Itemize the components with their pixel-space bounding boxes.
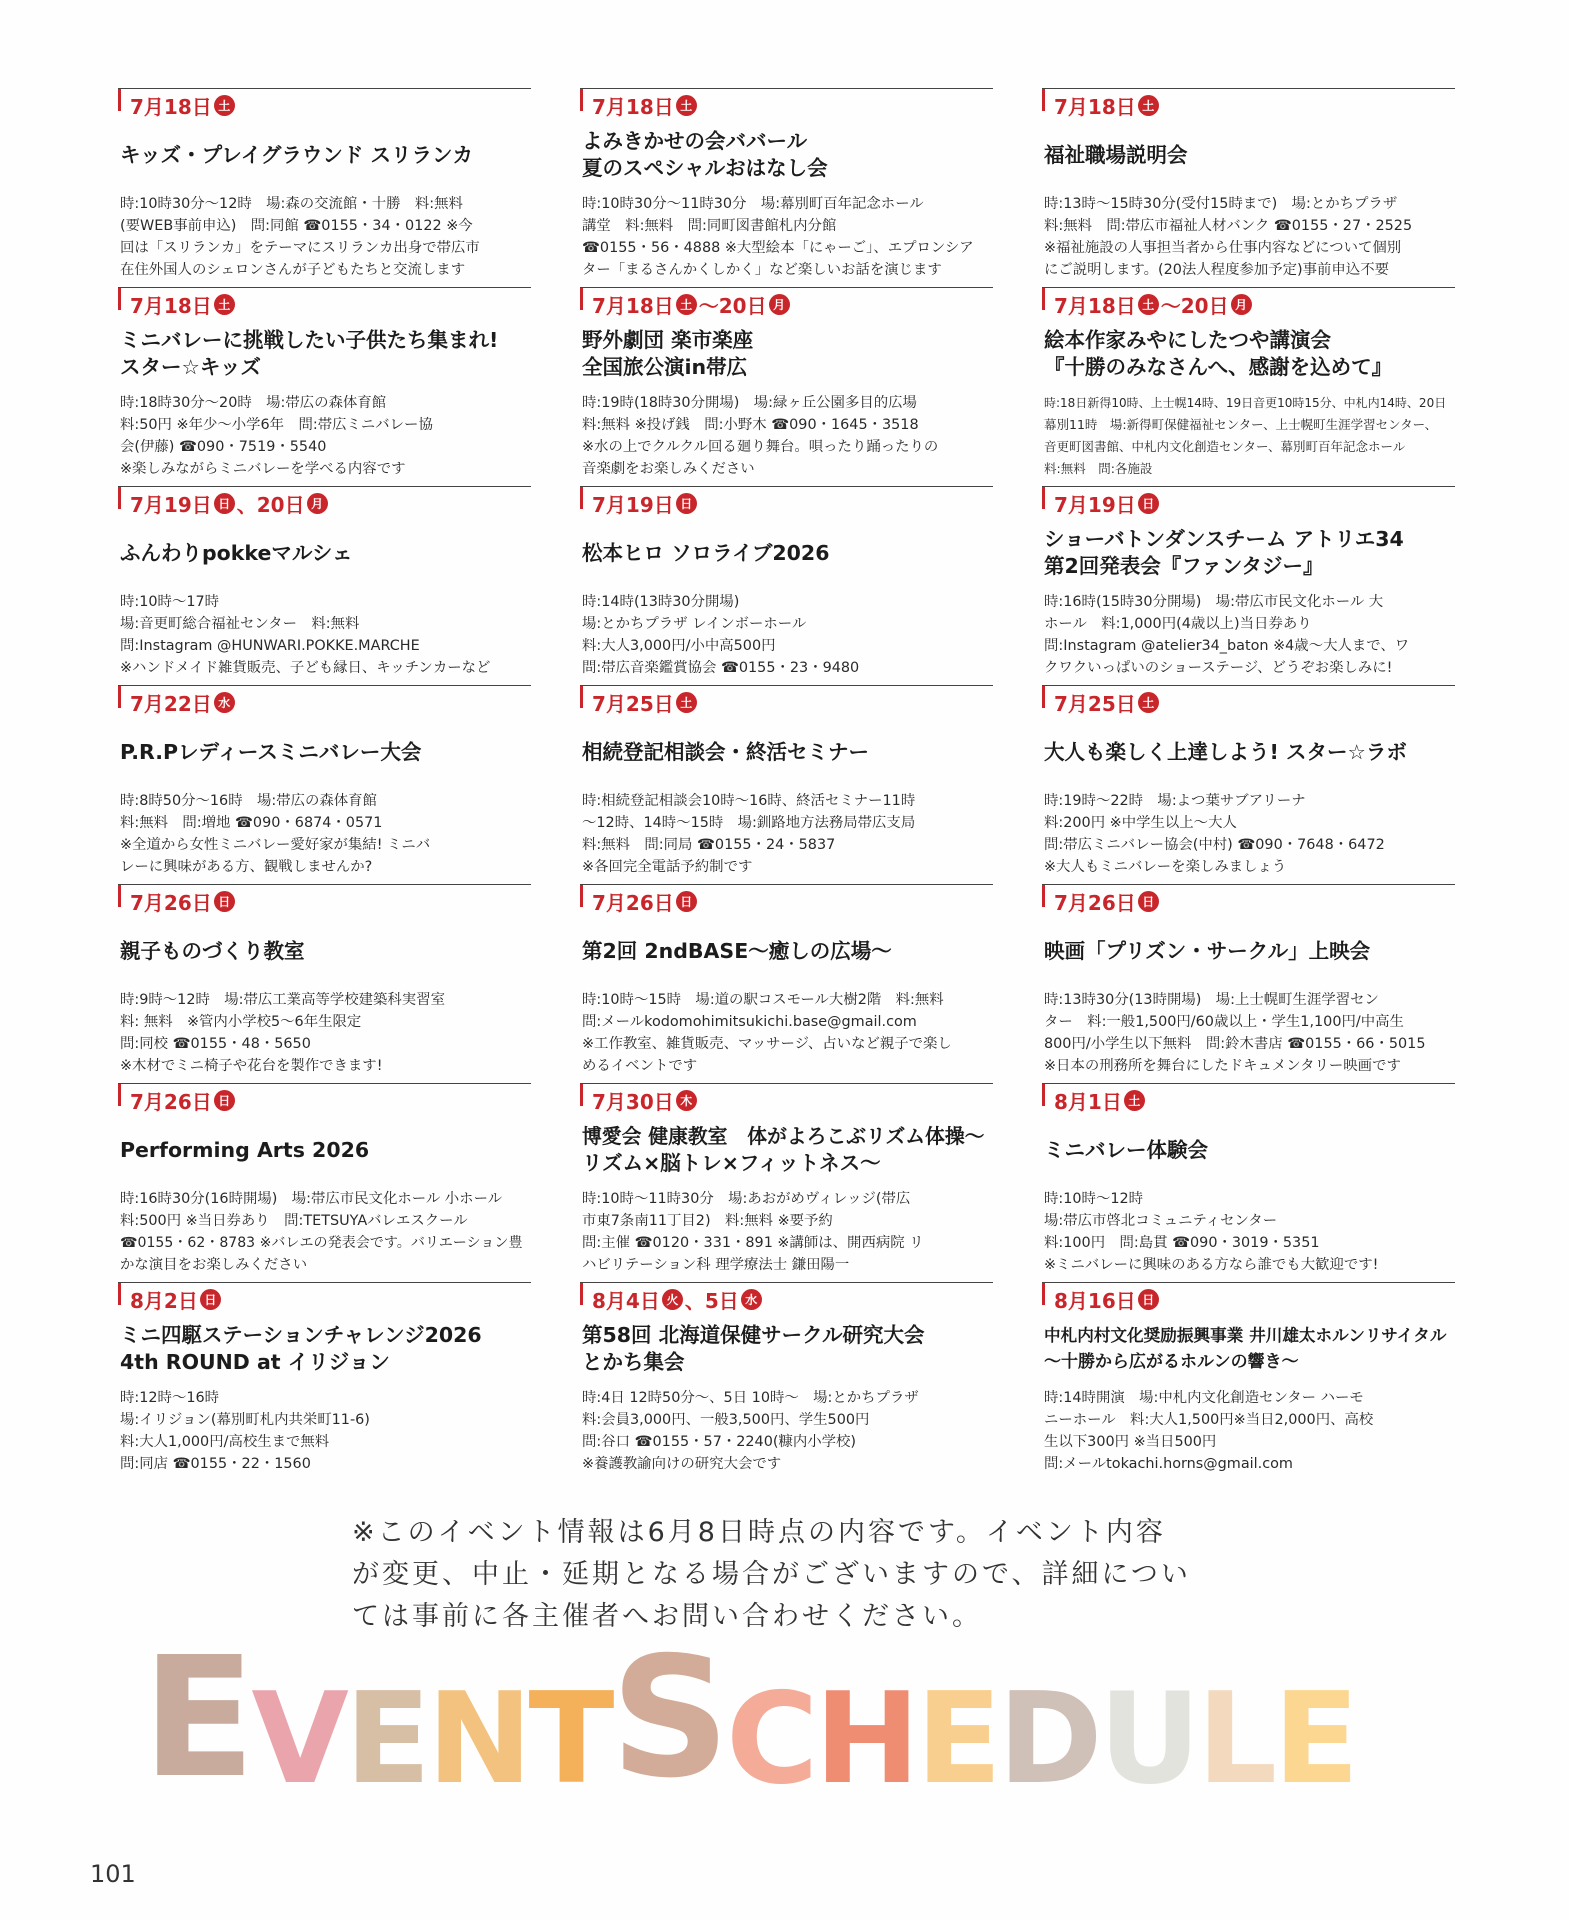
event-detail-line: 問:主催 ☎0120・331・891 ※講師は、開西病院 リ [582,1235,924,1251]
date-text: 8月4日 [592,1288,660,1313]
date-text: 、5日 [684,1288,739,1313]
event-title-line: 第58回 北海道保健サークル研究大会 [582,1323,925,1347]
event-detail-line: ※福祉施設の人事担当者から仕事内容などについて個別 [1044,240,1402,256]
event-detail-line: ※日本の刑務所を舞台にしたドキュメンタリー映画です [1044,1058,1401,1074]
event-title-line: リズム×脳トレ×フィットネス～ [582,1151,881,1175]
date-text: 7月26日 [1054,890,1136,915]
event-detail-line: ホール 料:1,000円(4歳以上)当日券あり [1044,616,1312,632]
event-detail-line: 料:会員3,000円、一般3,500円、学生500円 [582,1412,870,1428]
event-date [130,689,237,715]
event-detail-line: 料:500円 ※当日券あり 問:TETSUYAバレエスクール [120,1213,468,1229]
date-text: 7月18日 [1054,94,1136,119]
date-text: 7月25日 [1054,691,1136,716]
event-date [1054,291,1254,317]
event-card [580,1282,993,1481]
event-details [120,392,531,480]
weekday-badge: 土 [214,95,235,116]
event-date [130,888,237,914]
event-detail-line: ～12時、14時～15時 場:釧路地方法務局帯広支局 [582,815,916,831]
event-date [592,92,699,118]
event-title-line: スター☆キッズ [120,355,261,379]
event-title [1044,1122,1455,1178]
date-text: 7月26日 [130,1089,212,1114]
event-title-line: 相続登記相談会・終活セミナー [582,739,869,764]
event-details [1044,790,1455,878]
event-detail-line: 時:19時～22時 場:よつ葉サブアリーナ [1044,793,1306,809]
event-detail-line: ※ミニバレーに興味のある方なら誰でも大歓迎です! [1044,1257,1379,1273]
event-detail-line: 時:相続登記相談会10時～16時、終活セミナー11時 [582,793,916,809]
event-title [120,326,531,382]
date-text: 、20日 [236,492,305,517]
event-card [118,884,531,1083]
weekday-badge: 日 [1138,493,1159,514]
event-detail-line: 問:帯広音楽鑑賞協会 ☎0155・23・9480 [582,660,860,676]
event-date [130,291,237,317]
event-card [1042,884,1455,1083]
event-title-line: ミニバレーに挑戦したい子供たち集まれ! [120,328,499,352]
weekday-badge: 日 [1138,891,1159,912]
weekday-badge: 月 [1231,294,1252,315]
event-date [592,490,699,516]
date-text: 7月30日 [592,1089,674,1114]
event-detail-line: レーに興味がある方、観戦しませんか? [120,859,373,875]
weekday-badge: 水 [741,1289,762,1310]
event-detail-line: 問:Instagram @HUNWARI.POKKE.MARCHE [120,638,420,654]
weekday-badge: 土 [1138,95,1159,116]
notice-line: ※このイベント情報は6月8日時点の内容です。イベント内容 [352,1517,1166,1548]
banner-letter: L [1196,1665,1274,1812]
event-date [1054,888,1161,914]
event-detail-line: 時:10時30分～11時30分 場:幕別町百年記念ホール [582,196,924,212]
event-detail-line: 場:イリジョン(幕別町札内共栄町11-6) [120,1412,370,1428]
event-title-line: 絵本作家みやにしたつや講演会 [1044,328,1331,352]
event-detail-line: 問:帯広ミニバレー協会(中村) ☎090・7648・6472 [1044,837,1385,853]
event-title [582,1321,993,1377]
event-title [1044,923,1455,979]
event-title-line: キッズ・プレイグラウンド スリランカ [120,142,473,167]
event-detail-line: 時:8時50分～16時 場:帯広の森体育館 [120,793,377,809]
event-detail-line: ※水の上でクルクル回る廻り舞台。唄ったり踊ったりの [582,439,939,455]
event-detail-line: 料:大人3,000円/小中高500円 [582,638,776,654]
event-title [1044,326,1455,382]
weekday-badge: 土 [676,692,697,713]
event-date [1054,1286,1161,1312]
event-title-line: 大人も楽しく上達しよう! スター☆ラボ [1044,739,1407,764]
event-detail-line: 時:10時～11時30分 場:あおがめヴィレッジ(帯広 [582,1191,911,1207]
event-title [582,127,993,183]
event-date [1054,490,1161,516]
event-detail-line: ニーホール 料:大人1,500円※当日2,000円、高校 [1044,1412,1374,1428]
date-text: ～20日 [698,293,767,318]
event-detail-line: 料:大人1,000円/高校生まで無料 [120,1434,330,1450]
event-title-line: ～十勝から広がるホルンの響き～ [1044,1352,1299,1372]
weekday-badge: 土 [676,95,697,116]
event-detail-line: 生以下300円 ※当日500円 [1044,1434,1217,1450]
weekday-badge: 土 [214,294,235,315]
weekday-badge: 日 [214,1090,235,1111]
event-card [1042,685,1455,884]
event-card [118,1282,531,1481]
weekday-badge: 日 [676,891,697,912]
event-detail-line: 問:同校 ☎0155・48・5650 [120,1036,311,1052]
notice-text [352,1512,1252,1638]
event-date [592,1286,764,1312]
banner-letter: D [997,1665,1099,1812]
weekday-badge: 日 [1138,1289,1159,1310]
event-detail-line: 問:メールkodomohimitsukichi.base@gmail.com [582,1014,917,1030]
event-detail-line: ハビリテーション科 理学療法士 鎌田陽一 [582,1257,850,1273]
event-title-line: 博愛会 健康教室 体がよろこぶリズム体操～ [582,1125,985,1148]
event-title-line: 『十勝のみなさんへ、感謝を込めて』 [1044,355,1393,379]
event-date [1054,1087,1147,1113]
event-card [1042,1083,1455,1282]
event-detail-line: 時:18日新得10時、上士幌14時、19日音更10時15分、中札内14時、20日 [1044,396,1447,410]
banner-letter: E [142,1622,252,1815]
event-detail-line: 時:10時～12時 [1044,1191,1144,1207]
event-date [130,92,237,118]
event-detail-line: 市東7条南11丁目2) 料:無料 ※要予約 [582,1213,833,1229]
date-text: 8月1日 [1054,1089,1122,1114]
event-details [1044,591,1455,679]
event-detail-line: 料:無料 問:帯広市福祉人材バンク ☎0155・27・2525 [1044,218,1413,234]
event-card [1042,1282,1455,1481]
event-detail-line: 音楽劇をお楽しみください [582,461,755,477]
event-card [580,1083,993,1282]
event-detail-line: 時:16時30分(16時開場) 場:帯広市民文化ホール 小ホール [120,1191,503,1207]
event-detail-line: ※工作教室、雑貨販売、マッサージ、占いなど親子で楽し [582,1036,952,1052]
date-text: 7月19日 [130,492,212,517]
event-details [1044,989,1455,1077]
event-detail-line: 音更町図書館、中札内文化創造センター、幕別町百年記念ホール [1044,439,1406,454]
event-details [1044,1387,1455,1475]
event-title-line: 夏のスペシャルおはなし会 [582,156,828,180]
event-detail-line: クワクいっぱいのショーステージ、どうぞお楽しみに! [1044,660,1393,676]
banner-letter: C [725,1665,815,1812]
event-detail-line: ター「まるさんかくしかく」など楽しいお話を演じます [582,262,942,278]
event-title-line: ショーバトンダンスチーム アトリエ34 [1044,527,1404,551]
weekday-badge: 月 [307,493,328,514]
event-card [118,685,531,884]
event-detail-line: 問:メールtokachi.horns@gmail.com [1044,1456,1293,1472]
event-detail-line: 料:無料 問:各施設 [1044,461,1153,476]
event-detail-line: ※養護教諭向けの研究大会です [582,1456,782,1472]
weekday-badge: 土 [676,294,697,315]
date-text: 7月18日 [592,293,674,318]
event-details [1044,193,1455,281]
event-title [120,1321,531,1377]
event-detail-line: ※木材でミニ椅子や花台を製作できます! [120,1058,383,1074]
event-detail-line: 幕別11時 場:新得町保健福祉センター、上士幌町生涯学習センター、 [1044,417,1438,432]
event-title-line: 映画「プリズン・サークル」上映会 [1044,938,1371,963]
banner-letter: H [814,1665,916,1812]
date-text: 7月18日 [130,94,212,119]
event-date [592,888,699,914]
event-detail-line: 時:12時～16時 [120,1390,220,1406]
event-details [120,591,531,679]
date-text: 7月25日 [592,691,674,716]
event-title-line: 第2回発表会『ファンタジー』 [1044,554,1324,578]
event-title-line: 野外劇団 楽市楽座 [582,328,754,352]
event-detail-line: 問:Instagram @atelier34_baton ※4歳～大人まで、ワ [1044,638,1410,654]
event-title [582,525,993,581]
event-details [1044,392,1455,480]
event-detail-line: めるイベントです [582,1058,698,1074]
event-detail-line: かな演目をお楽しみください [120,1257,308,1273]
event-details [120,1188,531,1276]
notice-line: が変更、中止・延期となる場合がございますので、詳細につい [352,1559,1191,1590]
event-date [130,490,330,516]
event-title-line: 全国旅公演in帯広 [582,355,748,379]
event-detail-line: 在住外国人のシェロンさんが子どもたちと交流します [120,262,466,278]
event-title-line: P.R.Pレディースミニバレー大会 [120,739,422,764]
event-title [582,724,993,780]
event-title-line: Performing Arts 2026 [120,1137,370,1162]
event-title-line: ふんわりpokkeマルシェ [120,540,353,565]
event-details [120,193,531,281]
event-grid [118,88,1455,1481]
event-detail-line: ※各回完全電話予約制です [582,859,753,875]
event-date [130,1286,223,1312]
banner-letter: V [251,1665,345,1812]
event-card [580,486,993,685]
event-title [1044,1321,1455,1377]
event-details [1044,1188,1455,1276]
weekday-badge: 土 [1124,1090,1145,1111]
event-details [120,989,531,1077]
event-detail-line: 場:音更町総合福祉センター 料:無料 [120,616,360,632]
event-title [582,923,993,979]
event-date [1054,92,1161,118]
event-date [130,1087,237,1113]
weekday-badge: 火 [662,1289,683,1310]
event-detail-line: 料:200円 ※中学生以上～大人 [1044,815,1237,831]
event-title [120,724,531,780]
event-detail-line: 場:とかちプラザ レインボーホール [582,616,807,632]
event-title-line: 第2回 2ndBASE～癒しの広場～ [582,938,892,963]
event-date [1054,689,1161,715]
event-detail-line: ※ハンドメイド雑貨販売、子ども縁日、キッチンカーなど [120,660,491,676]
event-title [582,1122,993,1178]
banner-letter: E [1273,1665,1356,1812]
banner-letter: T [528,1665,611,1812]
event-details [582,989,993,1077]
date-text: 8月2日 [130,1288,198,1313]
event-detail-line: 回は「スリランカ」をテーマにスリランカ出身で帯広市 [120,240,480,256]
event-detail-line: 問:同店 ☎0155・22・1560 [120,1456,311,1472]
event-detail-line: 時:14時(13時30分開場) [582,594,740,610]
event-title [120,923,531,979]
event-detail-line: 時:10時30分～12時 場:森の交流館・十勝 料:無料 [120,196,463,212]
event-detail-line: 時:19時(18時30分開場) 場:緑ヶ丘公園多目的広場 [582,395,917,411]
event-detail-line: 場:帯広市啓北コミュニティセンター [1044,1213,1278,1229]
event-title [582,326,993,382]
event-schedule-banner [142,1622,1442,1815]
date-text: 7月18日 [1054,293,1136,318]
event-card [580,287,993,486]
event-date [592,291,792,317]
event-detail-line: 料:無料 ※投げ銭 問:小野木 ☎090・1645・3518 [582,417,919,433]
date-text: 7月22日 [130,691,212,716]
event-title-line: ミニバレー体験会 [1044,1137,1208,1162]
event-details [120,790,531,878]
event-detail-line: 時:10時～17時 [120,594,220,610]
event-detail-line: 時:16時(15時30分開場) 場:帯広市民文化ホール 大 [1044,594,1384,610]
event-detail-line: 時:13時～15時30分(受付15時まで) 場:とかちプラザ [1044,196,1398,212]
event-title-line: 親子ものづくり教室 [120,938,305,963]
event-detail-line: ター 料:一般1,500円/60歳以上・学生1,100円/中高生 [1044,1014,1404,1030]
event-card [118,88,531,287]
event-title-line: 中札内村文化奨励振興事業 井川雄太ホルンリサイタル [1044,1326,1447,1345]
weekday-badge: 月 [769,294,790,315]
weekday-badge: 日 [200,1289,221,1310]
event-title [1044,724,1455,780]
event-title [1044,127,1455,183]
event-title-line: 松本ヒロ ソロライブ2026 [582,540,830,565]
date-text: ～20日 [1160,293,1229,318]
event-detail-line: 料:50円 ※年少～小学6年 問:帯広ミニバレー協 [120,417,433,433]
event-detail-line: ☎0155・56・4888 ※大型絵本「にゃーご」、エプロンシア [582,240,974,256]
event-details [120,1387,531,1475]
banner-letter: E [344,1665,427,1812]
date-text: 8月16日 [1054,1288,1136,1313]
event-detail-line: 時:9時～12時 場:帯広工業高等学校建築科実習室 [120,992,445,1008]
event-details [582,790,993,878]
banner-letter: E [915,1665,998,1812]
weekday-badge: 土 [1138,294,1159,315]
weekday-badge: 木 [676,1090,697,1111]
event-card [580,884,993,1083]
event-title-line: ミニ四駆ステーションチャレンジ2026 [120,1323,482,1347]
event-card [118,486,531,685]
banner-letter: U [1098,1665,1197,1812]
event-card [580,685,993,884]
event-detail-line: 時:14時開演 場:中札内文化創造センター ハーモ [1044,1390,1364,1406]
weekday-badge: 水 [214,692,235,713]
event-title-line: 4th ROUND at イリジョン [120,1350,390,1374]
event-detail-line: 講堂 料:無料 問:同町図書館札内分館 [582,218,837,234]
weekday-badge: 日 [214,891,235,912]
date-text: 7月18日 [592,94,674,119]
banner-letter: N [427,1665,529,1812]
event-detail-line: 時:10時～15時 場:道の駅コスモール大樹2階 料:無料 [582,992,944,1008]
event-date [592,1087,699,1113]
event-detail-line: 料:無料 問:増地 ☎090・6874・0571 [120,815,383,831]
event-card [1042,486,1455,685]
event-title [1044,525,1455,581]
event-title-line: とかち集会 [582,1350,685,1374]
weekday-badge: 日 [676,493,697,514]
event-detail-line: ※全道から女性ミニバレー愛好家が集結! ミニバ [120,837,431,853]
event-detail-line: 料: 無料 ※管内小学校5～6年生限定 [120,1014,362,1030]
notice-line: ては事前に各主催者へお問い合わせください。 [352,1601,982,1632]
page-number: 101 [90,1860,136,1888]
event-details [582,392,993,480]
event-detail-line: 時:4日 12時50分～、5日 10時～ 場:とかちプラザ [582,1390,919,1406]
event-title [120,525,531,581]
event-details [582,1387,993,1475]
event-detail-line: ☎0155・62・8783 ※バレエの発表会です。バリエーション豊 [120,1235,523,1251]
weekday-badge: 土 [1138,692,1159,713]
event-card [118,287,531,486]
banner-letter: S [610,1622,726,1815]
event-detail-line: 時:13時30分(13時開場) 場:上士幌町生涯学習セン [1044,992,1379,1008]
event-card [1042,88,1455,287]
event-detail-line: (要WEB事前申込) 問:同館 ☎0155・34・0122 ※今 [120,218,473,234]
date-text: 7月26日 [130,890,212,915]
weekday-badge: 日 [214,493,235,514]
event-details [582,193,993,281]
event-detail-line: ※大人もミニバレーを楽しみましょう [1044,859,1287,875]
event-details [582,1188,993,1276]
event-detail-line: 会(伊藤) ☎090・7519・5540 [120,439,327,455]
date-text: 7月26日 [592,890,674,915]
event-title [120,127,531,183]
date-text: 7月19日 [592,492,674,517]
event-detail-line: 料:100円 問:島貫 ☎090・3019・5351 [1044,1235,1320,1251]
event-detail-line: 800円/小学生以下無料 問:鈴木書店 ☎0155・66・5015 [1044,1036,1426,1052]
event-detail-line: 料:無料 問:同局 ☎0155・24・5837 [582,837,836,853]
event-detail-line: 時:18時30分～20時 場:帯広の森体育館 [120,395,387,411]
date-text: 7月18日 [130,293,212,318]
event-detail-line: 問:谷口 ☎0155・57・2240(糠内小学校) [582,1434,857,1450]
event-date [592,689,699,715]
event-detail-line: にご説明します。(20法人程度参加予定)事前申込不要 [1044,262,1389,278]
date-text: 7月19日 [1054,492,1136,517]
event-detail-line: ※楽しみながらミニバレーを学べる内容です [120,461,406,477]
event-title [120,1122,531,1178]
event-card [1042,287,1455,486]
event-details [582,591,993,679]
event-title-line: よみきかせの会ババール [582,129,808,153]
event-card [580,88,993,287]
event-title-line: 福祉職場説明会 [1044,142,1188,167]
event-card [118,1083,531,1282]
